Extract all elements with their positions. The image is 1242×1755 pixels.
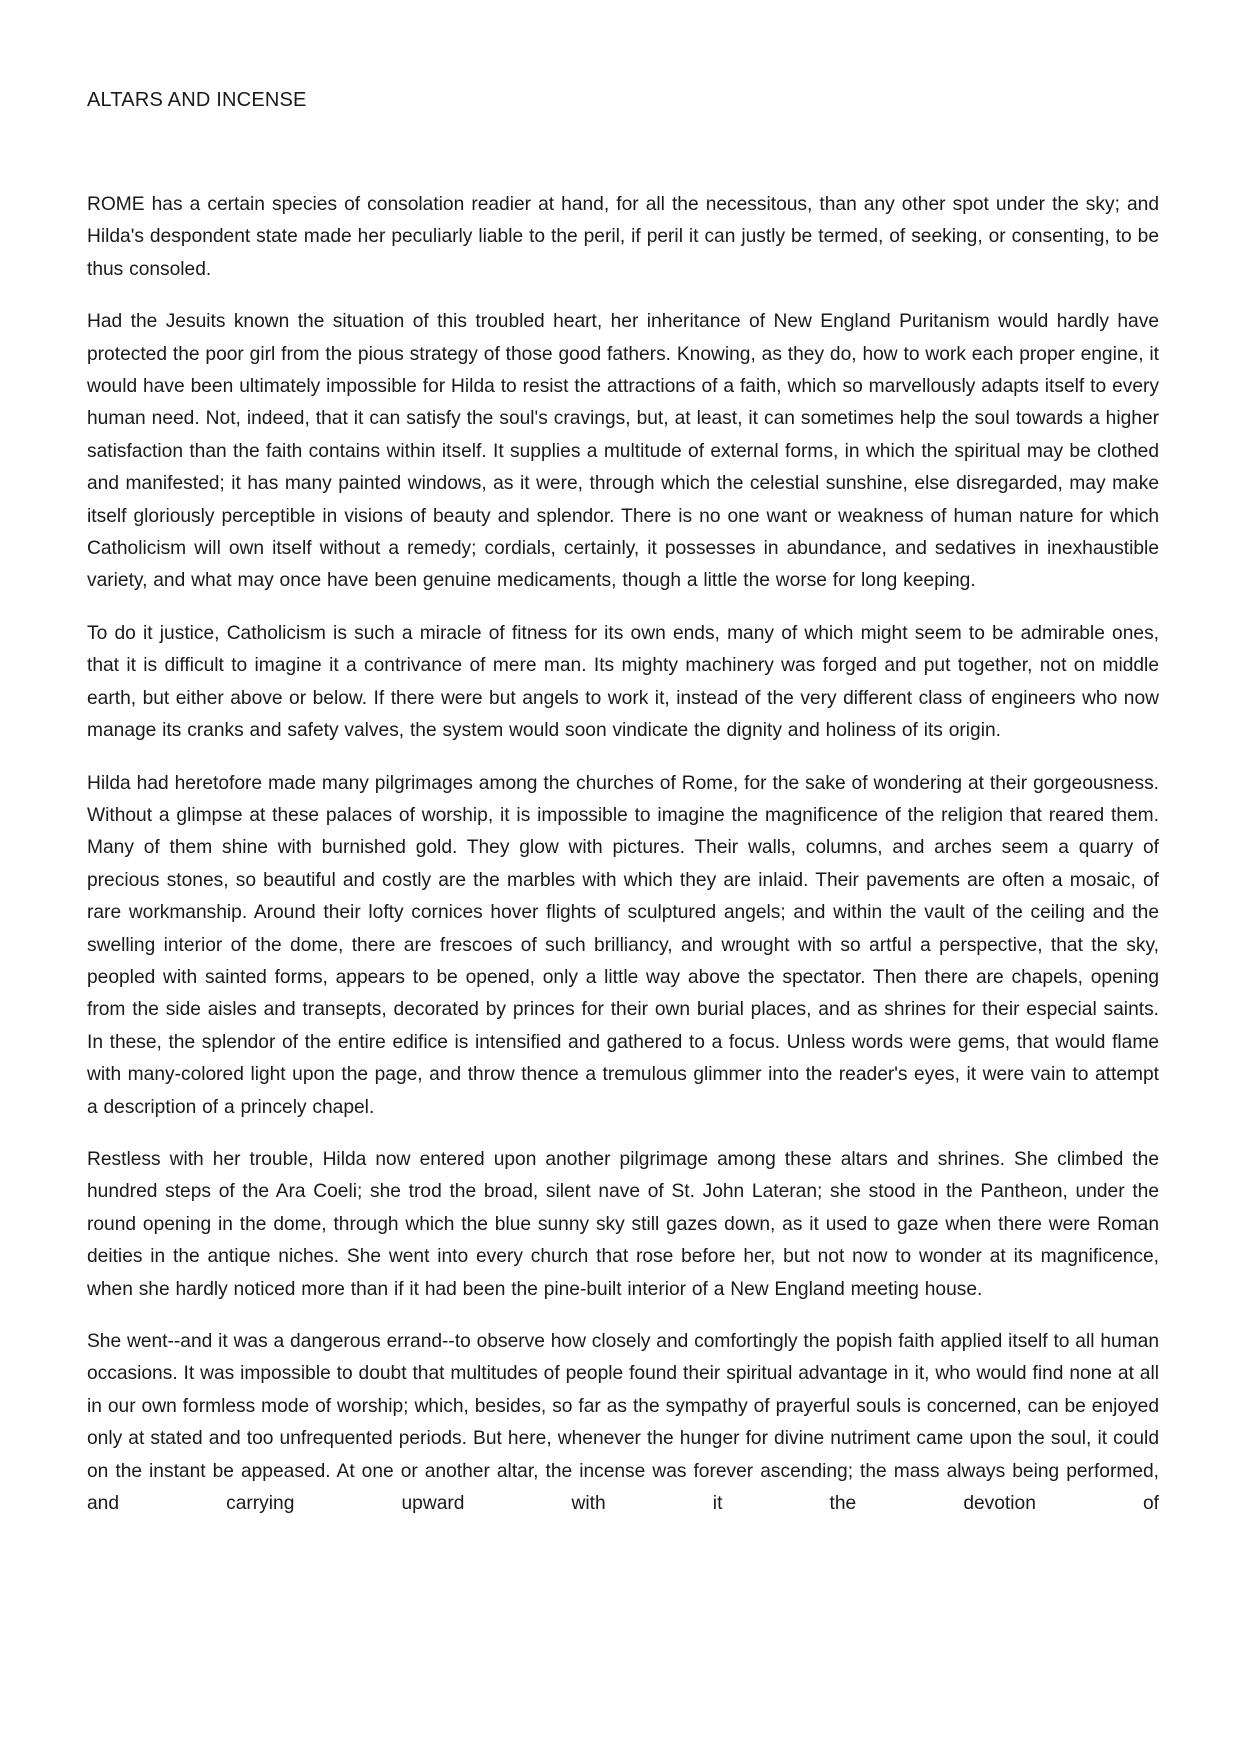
paragraph-3: To do it justice, Catholicism is such a miracle of fitness for its own ends, many of which might seem to be admirable ones, that it is difficult to imagine it a contrivance of mere man. Its mighty machinery was forged and put together, not on middle earth, but either above or below. If there were but angels to work it, instead of the very different class of engineers who now manage its cranks and safety valves, the system would soon vindicate the dignity and holiness of its origin. xyxy=(87,622,1159,742)
paragraph-6: She went--and it was a dangerous errand--to observe how closely and comfortingly the popish faith applied itself to all human occasions. It was impossible to doubt that multitudes of people found their spiritual advantage in it, who would find none at all in our own formless mode of worship; which, besides, so far as the sympathy of prayerful souls is concerned, can be enjoyed only at stated and too unfrequented periods. But here, whenever the hunger for divine nutriment came upon the soul, it could on the instant be appeased. At one or another altar, the incense was forever ascending; the mass always being performed, and carrying upward with it the devotion of xyxy=(87,1331,1159,1515)
paragraph-4: Hilda had heretofore made many pilgrimages among the churches of Rome, for the sake of wondering at their gorgeousness. Without a glimpse at these palaces of worship, it is impossible to imagine the magnificence of the religion that reared them. Many of them shine with burnished gold. They glow with pictures. Their walls, columns, and arches seem a quarry of precious stones, so beautiful and costly are the marbles with which they are inlaid. Their pavements are often a mosaic, of rare workmanship. Around their lofty cornices hover flights of sculptured angels; and within the vault of the ceiling and the swelling interior of the dome, there are frescoes of such brilliancy, and wrought with so artful a perspective, that the sky, peopled with sainted forms, appears to be opened, only a little way above the spectator. Then there are chapels, opening from the side aisles and transepts, decorated by princes for their own burial places, and as shrines for their especial saints. In these, the splendor of the entire edifice is intensified and gathered to a focus. Unless words were gems, that would flame with many-colored light upon the page, and throw thence a tremulous glimmer into the reader's eyes, it were vain to attempt a description of a princely chapel. xyxy=(87,772,1159,1118)
paragraph-5: Restless with her trouble, Hilda now entered upon another pilgrimage among these altars and shrines. She climbed the hundred steps of the Ara Coeli; she trod the broad, silent nave of St. John Lateran; she stood in the Pantheon, under the round opening in the dome, through which the blue sunny sky still gazes down, as it used to gaze when there were Roman deities in the antique niches. She went into every church that rose before her, but not now to wonder at its magnificence, when she hardly noticed more than if it had been the pine-built interior of a New England meeting house. xyxy=(87,1148,1159,1300)
chapter-title: ALTARS AND INCENSE xyxy=(87,89,307,111)
paragraph-2: Had the Jesuits known the situation of this troubled heart, her inheritance of New England Puritanism would hardly have protected the poor girl from the pious strategy of those good fathers. Knowing, as they do, how to work each proper engine, it would have been ultimately impossible for Hilda to resist the attractions of a faith, which so marvellously adapts itself to every human need. Not, indeed, that it can satisfy the soul's cravings, but, at least, it can sometimes help the soul towards a higher satisfaction than the faith contains within itself. It supplies a multitude of external forms, in which the spiritual may be clothed and manifested; it has many painted windows, as it were, through which the celestial sunshine, else disregarded, may make itself gloriously perceptible in visions of beauty and splendor. There is no one want or weakness of human nature for which Catholicism will own itself without a remedy; cordials, certainly, it possesses in abundance, and sedatives in inexhaustible variety, and what may once have been genuine medicaments, though a little the worse for long keeping. xyxy=(87,311,1159,592)
paragraph-1: ROME has a certain species of consolation readier at hand, for all the necessitous, than any other spot under the sky; and Hilda's despondent state made her peculiarly liable to the peril, if peril it can justly be termed, of seeking, or consenting, to be thus consoled. xyxy=(87,194,1159,280)
chapter-body xyxy=(87,189,1159,1520)
